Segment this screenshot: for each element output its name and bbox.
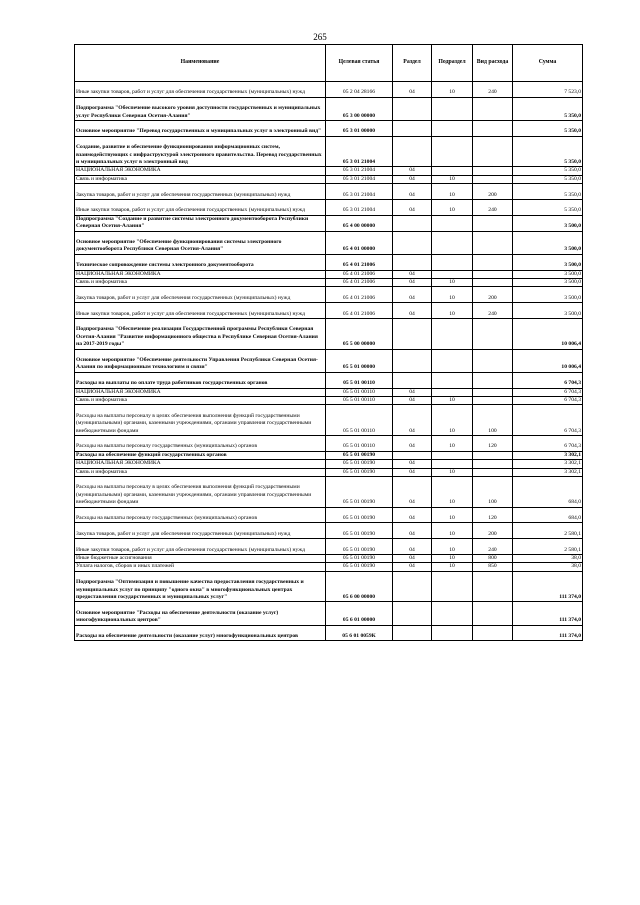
row-name: Закупка товаров, работ и услуг для обеспечения государственных (муниципальных) нужд [75, 523, 326, 539]
row-subsection [432, 625, 473, 641]
row-name: Иные закупки товаров, работ и услуг для обеспечения государственных (муниципальных) нужд [75, 303, 326, 319]
row-name: Связь и информатика [75, 175, 326, 183]
row-section [393, 231, 432, 254]
row-subsection: 10 [432, 507, 473, 523]
row-section [393, 349, 432, 372]
row-code: 05 4 01 21006 [326, 270, 393, 278]
row-type [473, 175, 513, 183]
row-subsection [432, 571, 473, 602]
table-row [75, 270, 583, 278]
row-code: 05 3 01 21004 [326, 199, 393, 215]
table-row [75, 136, 583, 167]
row-section: 04 [393, 405, 432, 436]
row-sum: 2 580,1 [513, 539, 583, 555]
row-section: 04 [393, 476, 432, 507]
table-row [75, 97, 583, 120]
row-code: 05 6 01 0059К [326, 625, 393, 641]
row-type [473, 97, 513, 120]
row-code: 05 5 00 00000 [326, 318, 393, 349]
row-code: 05 5 01 00190 [326, 468, 393, 476]
row-code: 05 4 01 21006 [326, 287, 393, 303]
header-type: Вид расхода [473, 45, 513, 82]
row-name: Создание, развитие и обеспечение функционирования информационных систем, взаимодействующих с инфраструктурой электронного правительства. Перевод государственных и муниципальных услуг в электронный вид [75, 136, 326, 167]
row-name: Расходы на обеспечение функций государственных органов [75, 451, 326, 459]
row-sum: 111 374,0 [513, 602, 583, 625]
row-name: Закупка товаров, работ и услуг для обеспечения государственных (муниципальных) нужд [75, 184, 326, 200]
table-row [75, 278, 583, 286]
row-subsection [432, 388, 473, 396]
row-code: 05 5 01 00190 [326, 460, 393, 468]
row-type: 240 [473, 539, 513, 555]
row-name: Уплата налогов, сборов и иных платежей [75, 563, 326, 571]
table-row [75, 539, 583, 555]
row-sum: 6 704,3 [513, 372, 583, 388]
table-row [75, 215, 583, 231]
row-sum: 10 006,4 [513, 349, 583, 372]
row-sum: 6 704,3 [513, 388, 583, 396]
row-section: 04 [393, 507, 432, 523]
row-section: 04 [393, 388, 432, 396]
table-row [75, 120, 583, 136]
row-subsection [432, 349, 473, 372]
row-name: Расходы на выплаты персоналу государственных (муниципальных) органов [75, 435, 326, 451]
row-type: 120 [473, 507, 513, 523]
table-row [75, 405, 583, 436]
table-row [75, 318, 583, 349]
row-type: 240 [473, 303, 513, 319]
row-subsection: 10 [432, 468, 473, 476]
row-code: 05 3 01 21004 [326, 136, 393, 167]
row-sum: 5 350,0 [513, 167, 583, 175]
row-section [393, 120, 432, 136]
row-name: Связь и информатика [75, 468, 326, 476]
row-sum: 684,0 [513, 507, 583, 523]
row-subsection [432, 254, 473, 270]
table-row [75, 476, 583, 507]
row-type: 240 [473, 82, 513, 98]
row-sum: 2 580,1 [513, 523, 583, 539]
row-sum: 3 500,0 [513, 231, 583, 254]
row-code: 05 6 00 00000 [326, 571, 393, 602]
row-sum: 3 500,0 [513, 303, 583, 319]
row-subsection: 10 [432, 523, 473, 539]
row-type [473, 625, 513, 641]
row-code: 05 5 01 00190 [326, 476, 393, 507]
row-section: 04 [393, 184, 432, 200]
row-subsection [432, 97, 473, 120]
row-type [473, 254, 513, 270]
table-row [75, 303, 583, 319]
row-subsection [432, 270, 473, 278]
table-row [75, 199, 583, 215]
row-name: Основное мероприятие "Перевод государственных и муниципальных услуг в электронный вид" [75, 120, 326, 136]
row-section [393, 318, 432, 349]
row-sum: 3 500,0 [513, 270, 583, 278]
row-subsection: 10 [432, 563, 473, 571]
header-section: Раздел [393, 45, 432, 82]
row-sum: 3 500,0 [513, 254, 583, 270]
row-type: 850 [473, 563, 513, 571]
row-type [473, 460, 513, 468]
table-row [75, 523, 583, 539]
row-code: 05 4 00 00000 [326, 215, 393, 231]
page-number: 265 [313, 32, 327, 42]
row-code: 05 5 01 00190 [326, 523, 393, 539]
header-code: Целевая статья [326, 45, 393, 82]
row-subsection: 10 [432, 396, 473, 404]
row-type: 200 [473, 523, 513, 539]
row-name: Связь и информатика [75, 278, 326, 286]
row-subsection [432, 167, 473, 175]
header-name: Наименование [75, 45, 326, 82]
row-code: 05 3 00 00000 [326, 97, 393, 120]
row-sum: 38,0 [513, 563, 583, 571]
row-subsection [432, 231, 473, 254]
row-code: 05 4 01 00000 [326, 231, 393, 254]
table-row [75, 602, 583, 625]
row-subsection: 10 [432, 405, 473, 436]
row-type [473, 278, 513, 286]
row-code: 05 5 01 00110 [326, 435, 393, 451]
row-section [393, 97, 432, 120]
row-type: 200 [473, 184, 513, 200]
table-row [75, 563, 583, 571]
row-section: 04 [393, 396, 432, 404]
row-code: 05 5 01 00190 [326, 554, 393, 562]
table-row [75, 167, 583, 175]
row-name: Основное мероприятие "Расходы на обеспечение деятельности (оказание услуг) многофункциональных центров" [75, 602, 326, 625]
row-section [393, 372, 432, 388]
row-subsection: 10 [432, 175, 473, 183]
row-code: 05 3 01 21004 [326, 167, 393, 175]
row-sum: 5 350,0 [513, 199, 583, 215]
row-section: 04 [393, 270, 432, 278]
row-name: Подпрограмма "Оптимизация и повышение качества предоставления государственных и муниципальных услуг по принципу "одного окна" в многофункциональных центрах предоставления государственных и муниципальных услуг" [75, 571, 326, 602]
row-type [473, 396, 513, 404]
row-code: 05 4 01 21006 [326, 278, 393, 286]
row-section: 04 [393, 460, 432, 468]
row-name: Основное мероприятие "Обеспечение деятельности Управления Республики Северная Осетия-Алания по информационным технологиям и связи" [75, 349, 326, 372]
row-type [473, 215, 513, 231]
row-sum: 5 350,0 [513, 136, 583, 167]
row-name: Иные закупки товаров, работ и услуг для обеспечения государственных (муниципальных) нужд [75, 539, 326, 555]
row-subsection: 10 [432, 82, 473, 98]
row-sum: 6 704,3 [513, 405, 583, 436]
row-type: 100 [473, 476, 513, 507]
table-row [75, 625, 583, 641]
row-subsection [432, 602, 473, 625]
row-name: НАЦИОНАЛЬНАЯ ЭКОНОМИКА [75, 270, 326, 278]
table-row [75, 254, 583, 270]
row-type [473, 318, 513, 349]
row-section [393, 254, 432, 270]
row-section: 04 [393, 82, 432, 98]
row-sum: 38,0 [513, 554, 583, 562]
table-row [75, 554, 583, 562]
row-type [473, 571, 513, 602]
row-code: 05 5 01 00110 [326, 372, 393, 388]
row-sum: 5 350,0 [513, 184, 583, 200]
row-code: 05 5 01 00110 [326, 388, 393, 396]
row-sum: 6 704,3 [513, 435, 583, 451]
row-code: 05 5 01 00000 [326, 349, 393, 372]
row-sum: 5 350,0 [513, 175, 583, 183]
row-code: 05 4 01 21006 [326, 254, 393, 270]
row-subsection: 10 [432, 199, 473, 215]
row-sum: 3 302,1 [513, 460, 583, 468]
row-name: НАЦИОНАЛЬНАЯ ЭКОНОМИКА [75, 460, 326, 468]
table-row [75, 571, 583, 602]
row-subsection [432, 120, 473, 136]
table-row [75, 468, 583, 476]
row-name: Иные бюджетные ассигнования [75, 554, 326, 562]
row-subsection [432, 136, 473, 167]
row-subsection: 10 [432, 303, 473, 319]
table-row [75, 287, 583, 303]
row-code: 05 5 01 00190 [326, 507, 393, 523]
row-name: Расходы на выплаты персоналу в целях обеспечения выполнения функций государственными (муниципальными) органами, казенными учреждениями, органами управления государственными внебюджетными фондами [75, 476, 326, 507]
row-subsection [432, 451, 473, 459]
budget-table [74, 44, 583, 641]
row-type [473, 136, 513, 167]
row-name: Связь и информатика [75, 396, 326, 404]
row-section [393, 136, 432, 167]
row-sum: 3 500,0 [513, 287, 583, 303]
row-subsection [432, 318, 473, 349]
row-code: 05 2 04 28166 [326, 82, 393, 98]
row-type [473, 120, 513, 136]
row-sum: 6 704,3 [513, 396, 583, 404]
row-type: 100 [473, 405, 513, 436]
row-sum: 3 302,1 [513, 451, 583, 459]
row-type [473, 602, 513, 625]
row-code: 05 6 01 00000 [326, 602, 393, 625]
row-subsection: 10 [432, 287, 473, 303]
row-name: Расходы на обеспечение деятельности (оказание услуг) многофункциональных центров [75, 625, 326, 641]
table-row [75, 184, 583, 200]
row-code: 05 5 01 00190 [326, 451, 393, 459]
row-section [393, 625, 432, 641]
row-type [473, 349, 513, 372]
row-name: Расходы на выплаты по оплате труда работников государственных органов [75, 372, 326, 388]
row-sum: 3 302,1 [513, 468, 583, 476]
row-type [473, 451, 513, 459]
row-code: 05 5 01 00110 [326, 405, 393, 436]
row-name: НАЦИОНАЛЬНАЯ ЭКОНОМИКА [75, 167, 326, 175]
row-sum: 5 350,0 [513, 97, 583, 120]
row-section: 04 [393, 287, 432, 303]
row-name: Техническое сопровождение системы электронного документооборота [75, 254, 326, 270]
row-subsection [432, 460, 473, 468]
row-type [473, 270, 513, 278]
row-subsection: 10 [432, 278, 473, 286]
row-sum: 3 500,0 [513, 278, 583, 286]
row-name: НАЦИОНАЛЬНАЯ ЭКОНОМИКА [75, 388, 326, 396]
row-sum: 3 500,0 [513, 215, 583, 231]
row-section: 04 [393, 563, 432, 571]
row-name: Подпрограмма "Обеспечение высокого уровня доступности государственных и муниципальных услуг Республики Северная Осетия-Алания" [75, 97, 326, 120]
row-name: Подпрограмма "Создание и развитие системы электронного документооборота Республики Северная Осетия-Алания" [75, 215, 326, 231]
table-row [75, 507, 583, 523]
table-row [75, 372, 583, 388]
table-row [75, 82, 583, 98]
table-row [75, 396, 583, 404]
table-row [75, 388, 583, 396]
row-type [473, 167, 513, 175]
table-row [75, 231, 583, 254]
row-sum: 7 523,0 [513, 82, 583, 98]
row-name: Расходы на выплаты персоналу в целях обеспечения выполнения функций государственными (муниципальными) органами, казенными учреждениями, органами управления государственными внебюджетными фондами [75, 405, 326, 436]
row-name: Иные закупки товаров, работ и услуг для обеспечения государственных (муниципальных) нужд [75, 199, 326, 215]
row-section: 04 [393, 199, 432, 215]
row-code: 05 3 01 21004 [326, 175, 393, 183]
row-section: 04 [393, 303, 432, 319]
row-section [393, 451, 432, 459]
row-section: 04 [393, 175, 432, 183]
row-section: 04 [393, 468, 432, 476]
row-type [473, 468, 513, 476]
row-subsection: 10 [432, 435, 473, 451]
row-code: 05 5 01 00190 [326, 539, 393, 555]
row-section [393, 215, 432, 231]
table-body [75, 82, 583, 641]
row-code: 05 4 01 21006 [326, 303, 393, 319]
row-subsection: 10 [432, 184, 473, 200]
row-type: 240 [473, 199, 513, 215]
row-type: 800 [473, 554, 513, 562]
row-type [473, 231, 513, 254]
row-name: Закупка товаров, работ и услуг для обеспечения государственных (муниципальных) нужд [75, 287, 326, 303]
row-type [473, 372, 513, 388]
table-row [75, 460, 583, 468]
row-code: 05 3 01 21004 [326, 184, 393, 200]
row-section: 04 [393, 278, 432, 286]
row-subsection [432, 215, 473, 231]
row-sum: 684,0 [513, 476, 583, 507]
row-code: 05 5 01 00110 [326, 396, 393, 404]
table-row [75, 349, 583, 372]
row-type: 200 [473, 287, 513, 303]
row-type: 120 [473, 435, 513, 451]
row-sum: 10 006,4 [513, 318, 583, 349]
row-subsection: 10 [432, 554, 473, 562]
table-row [75, 175, 583, 183]
row-section [393, 571, 432, 602]
table-row [75, 435, 583, 451]
row-section [393, 602, 432, 625]
row-name: Подпрограмма "Обеспечение реализации Государственной программы Республики Северная Осетия-Алания "Развитие информационного общества в Республике Северная Осетия-Алания на 2017-2019 годы" [75, 318, 326, 349]
row-type [473, 388, 513, 396]
row-subsection: 10 [432, 539, 473, 555]
row-name: Иные закупки товаров, работ и услуг для обеспечения государственных (муниципальных) нужд [75, 82, 326, 98]
row-subsection: 10 [432, 476, 473, 507]
row-name: Основное мероприятие "Обеспечение функционирования системы электронного документооборота Республики Северная Осетия-Алания" [75, 231, 326, 254]
row-sum: 111 374,0 [513, 625, 583, 641]
row-subsection [432, 372, 473, 388]
row-section: 04 [393, 167, 432, 175]
row-section: 04 [393, 539, 432, 555]
table-header-row [75, 45, 583, 82]
header-subsection: Подраздел [432, 45, 473, 82]
row-code: 05 5 01 00190 [326, 563, 393, 571]
header-sum: Сумма [513, 45, 583, 82]
row-section: 04 [393, 523, 432, 539]
row-section: 04 [393, 554, 432, 562]
row-sum: 111 374,0 [513, 571, 583, 602]
row-name: Расходы на выплаты персоналу государственных (муниципальных) органов [75, 507, 326, 523]
row-section: 04 [393, 435, 432, 451]
row-code: 05 3 01 00000 [326, 120, 393, 136]
table-row [75, 451, 583, 459]
row-sum: 5 350,0 [513, 120, 583, 136]
